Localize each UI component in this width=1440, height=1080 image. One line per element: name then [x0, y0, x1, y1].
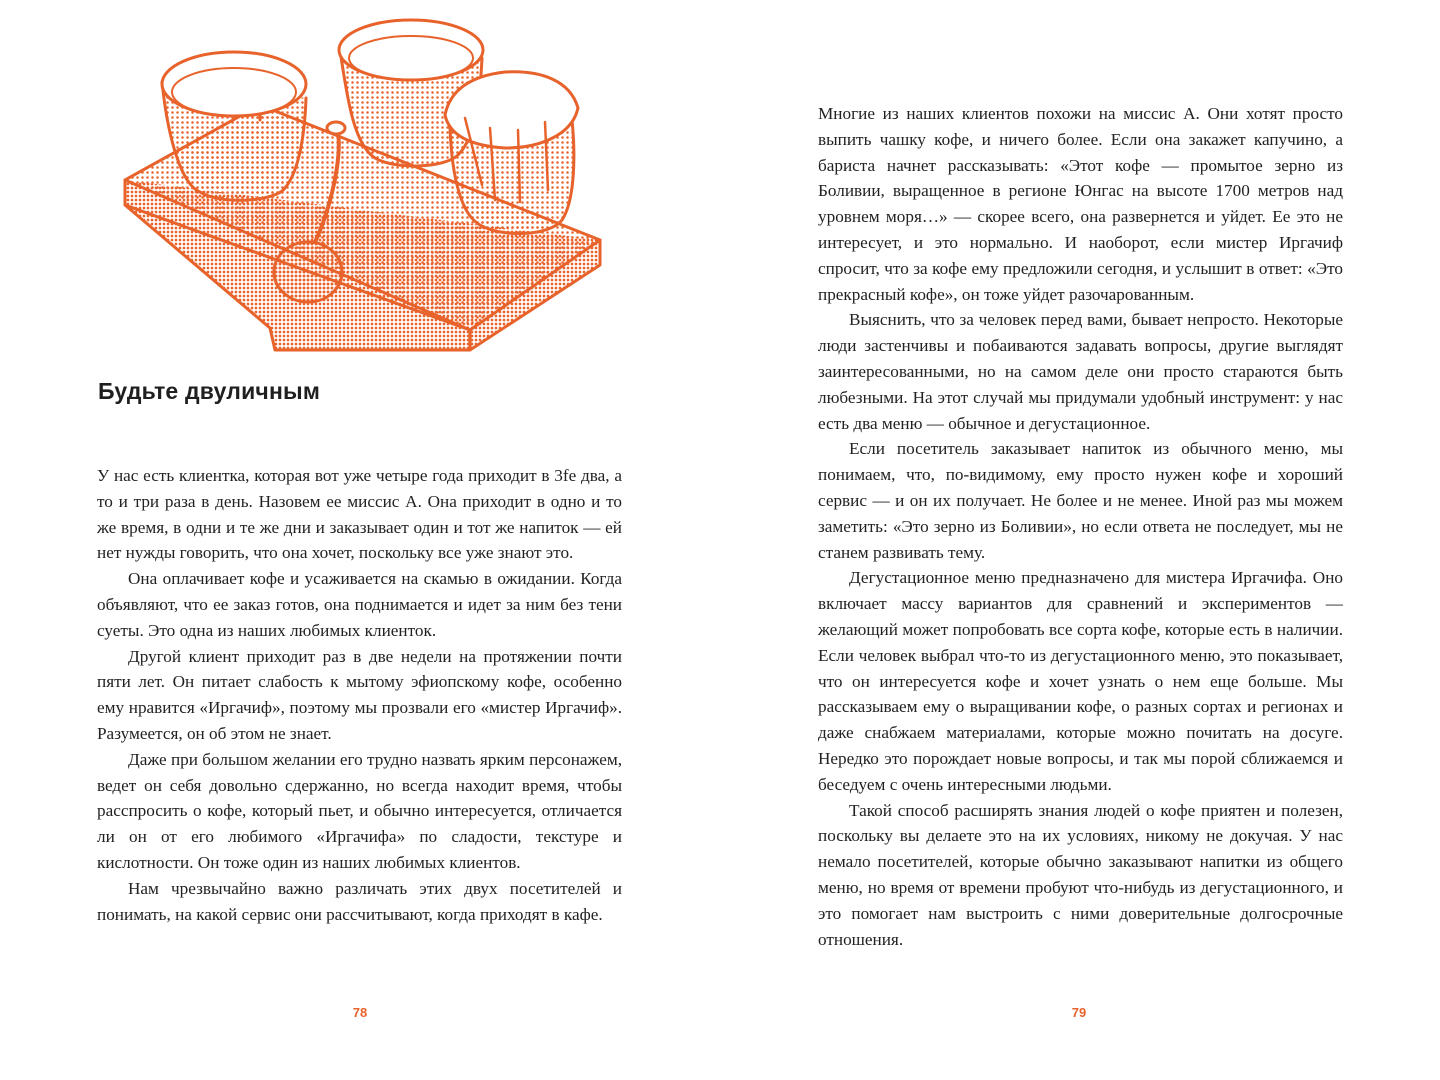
paragraph: Если посетитель заказывает напиток из обычного меню, мы понимаем, что, по-видимому, ему просто нужен кофе и хороший сервис — и он их получает. Не более и не менее. Иной раз мы можем заметить: «Это зерно из Боливии», но если ответа не последует, мы не станем развивать тему. — [818, 439, 1343, 562]
paragraph: Она оплачивает кофе и усаживается на скамью в ожидании. Когда объявляют, что ее заказ готов, она поднимается и идет за ним без тени суеты. Это одна из наших любимых клиенток. — [97, 569, 622, 640]
paragraph: Такой способ расширять знания людей о кофе приятен и полезен, поскольку вы делаете это на их условиях, никому не докучая. У нас немало посетителей, которые обычно заказывают напитки из общего меню, но время от времени пробуют что-нибудь из дегустационного, и это помогает нам выстроить с ними доверительные долгосрочные отношения. — [818, 800, 1343, 949]
left-page-body — [97, 463, 622, 927]
page-number: 79 — [1071, 1005, 1087, 1020]
page-number: 78 — [352, 1005, 368, 1020]
coffee-tray-illustration — [110, 10, 610, 360]
paragraph: Многие из наших клиентов похожи на миссис А. Они хотят просто выпить чашку кофе, и ничего более. Если она закажет капучино, а бариста начнет рассказывать: «Этот кофе — промытое зерно из Боливии, выращенное в регионе Юнгас на высоте 1700 метров над уровнем моря…» — скорее всего, она развернется и уйдет. Ее это не интересует, и это нормально. И наоборот, если мистер Иргачиф спросит, что за кофе ему предложили сегодня, и услышит в ответ: «Это прекрасный кофе», он тоже уйдет разочарованным. — [818, 104, 1343, 304]
paragraph: Дегустационное меню предназначено для мистера Иргачифа. Оно включает массу вариантов для сравнений и экспериментов — желающий может попробовать все сорта кофе, которые есть в наличии. Если человек выбрал что-то из дегустационного меню, это показывает, что он интересуется кофе и хочет узнать о нем еще больше. Мы рассказываем ему о выращивании кофе, о разных сортах и регионах и даже снабжаем материалами, которые можно почитать на досуге. Нередко это порождает новые вопросы, и так мы порой сближаемся и беседуем с очень интересными людьми. — [818, 568, 1343, 794]
paragraph: Выяснить, что за человек перед вами, бывает непросто. Некоторые люди застенчивы и побаиваются задавать вопросы, другие выглядят заинтересованными, но на самом деле они просто стараются быть любезными. На этот случай мы придумали удобный инструмент: у нас есть два меню — обычное и дегустационное. — [818, 310, 1343, 433]
paragraph: У нас есть клиентка, которая вот уже четыре года приходит в 3fe два, а то и три раза в день. Назовем ее миссис А. Она приходит в одно и то же время, в одни и те же дни и заказывает один и тот же напиток — ей нет нужды говорить, что она хочет, поскольку все уже знают это. — [97, 466, 622, 563]
right-page — [720, 0, 1440, 1080]
paragraph: Другой клиент приходит раз в две недели на протяжении почти пяти лет. Он питает слабость к мытому эфиопскому кофе, особенно ему нравится «Иргачиф», поэтому мы прозвали его «мистер Иргачиф». Разумеется, он об этом не знает. — [97, 646, 622, 743]
section-heading: Будьте двуличным — [98, 378, 321, 404]
right-page-body — [818, 101, 1343, 952]
paragraph: Даже при большом желании его трудно назвать ярким персонажем, ведет он себя довольно сдержанно, но всегда находит время, чтобы расспросить о кофе, который пьет, и обычно интересуется, отличается ли он от его любимого «Иргачифа» по сладости, текстуре и кислотности. Он тоже один из наших любимых клиентов. — [97, 749, 622, 872]
glass-shape — [445, 72, 578, 234]
paragraph: Нам чрезвычайно важно различать этих двух посетителей и понимать, на какой сервис они рассчитывают, когда приходят в кафе. — [97, 878, 622, 924]
